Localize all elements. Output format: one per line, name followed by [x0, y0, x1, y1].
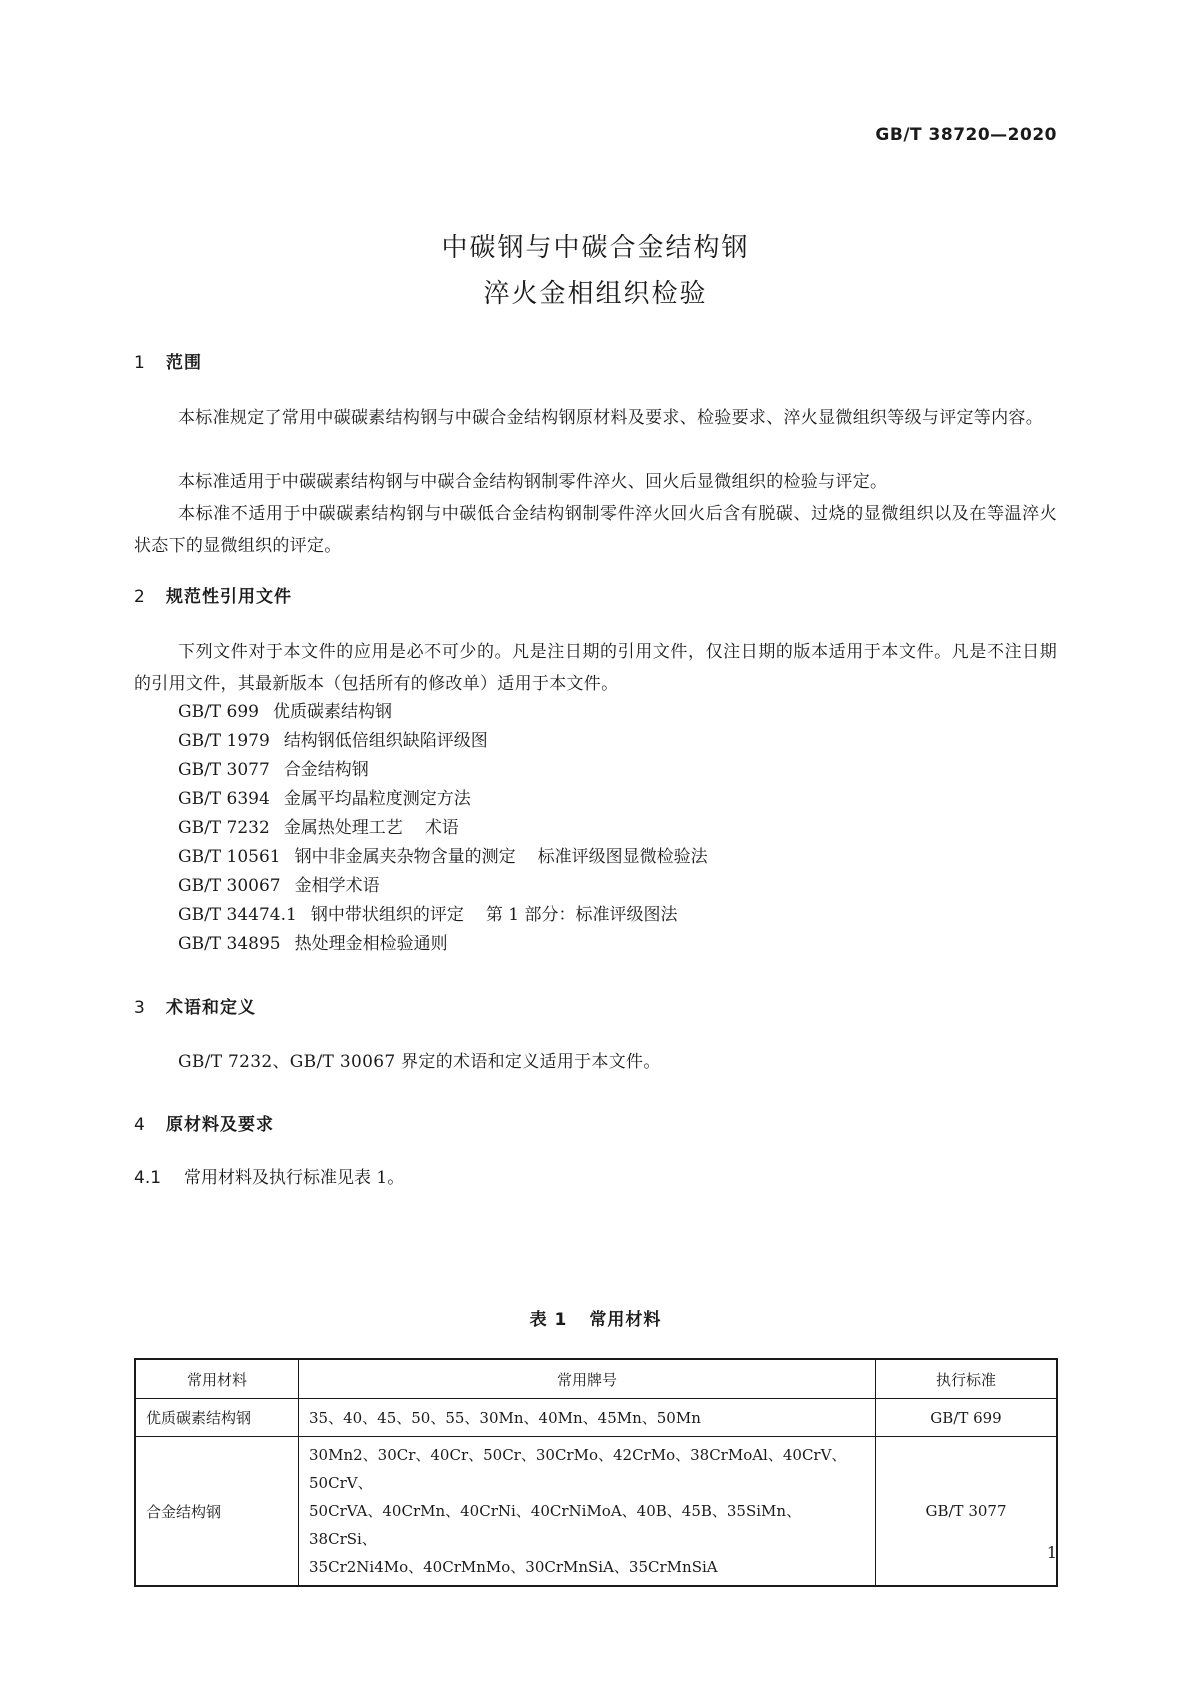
grade-line: 30Mn2、30Cr、40Cr、50Cr、30CrMo、42CrMo、38CrMoAl、40CrV、50CrV、: [309, 1446, 847, 1492]
terms-paragraph: GB/T 7232、GB/T 30067 界定的术语和定义适用于本文件。: [178, 1052, 661, 1072]
grade-line: 35、40、45、50、55、30Mn、40Mn、45Mn、50Mn: [309, 1408, 701, 1427]
reference-title: 热处理金相检验通则: [294, 934, 448, 954]
reference-title: 合金结构钢: [283, 760, 369, 780]
reference-item: [178, 870, 380, 902]
reference-item: [178, 841, 708, 873]
reference-item: [178, 696, 392, 728]
cell-material: 合金结构钢: [135, 1437, 299, 1587]
grade-line: 50CrVA、40CrMn、40CrNi、40CrNiMoA、40B、45B、35SiMn、38CrSi、: [309, 1502, 802, 1548]
cell-grades: [299, 1399, 876, 1437]
reference-code: GB/T 30067: [178, 876, 281, 896]
cell-material: 优质碳素结构钢: [135, 1399, 299, 1437]
section-number: 3: [134, 998, 146, 1018]
reference-code: GB/T 34474.1: [178, 905, 297, 925]
subclause-number: 4.1: [134, 1168, 162, 1188]
cell-standard: GB/T 699: [876, 1399, 1058, 1437]
section-heading-normative-references: [134, 582, 292, 607]
scope-paragraph-3: 本标准不适用于中碳碳素结构钢与中碳低合金结构钢制零件淬火回火后含有脱碳、过烧的显微组织以及在等温淬火状态下的显微组织的评定。: [134, 504, 1057, 556]
materials-table: [134, 1358, 1058, 1587]
reference-title: 金属热处理工艺: [283, 818, 403, 838]
normative-intro: 下列文件对于本文件的应用是必不可少的。凡是注日期的引用文件，仅注日期的版本适用于本文件。凡是不注日期的引用文件，其最新版本（包括所有的修改单）适用于本文件。: [134, 642, 1057, 694]
document-title: [0, 225, 1191, 317]
header-standard: 执行标准: [876, 1359, 1058, 1399]
subclause-text: 常用材料及执行标准见表 1。: [184, 1168, 405, 1188]
reference-item: [178, 725, 488, 757]
table-row: [135, 1437, 1057, 1587]
table-label: 表 1: [529, 1310, 568, 1330]
reference-item: [178, 928, 448, 960]
reference-title: 优质碳素结构钢: [273, 702, 392, 722]
reference-item: [178, 899, 677, 931]
header-material: 常用材料: [135, 1359, 299, 1399]
section-heading-terms: [134, 993, 256, 1018]
reference-title: 金属平均晶粒度测定方法: [283, 789, 471, 809]
section-heading-raw-materials: [134, 1110, 274, 1135]
header-grades: 常用牌号: [299, 1359, 876, 1399]
reference-title: 结构钢低倍组织缺陷评级图: [283, 731, 488, 751]
reference-title: 钢中非金属夹杂物含量的测定: [294, 847, 516, 867]
reference-code: GB/T 1979: [178, 731, 270, 751]
reference-title: 钢中带状组织的评定: [310, 905, 464, 925]
section-title: 术语和定义: [166, 998, 256, 1018]
reference-code: GB/T 699: [178, 702, 259, 722]
page-number: 1: [1046, 1543, 1057, 1562]
reference-code: GB/T 7232: [178, 818, 270, 838]
section-title: 范围: [166, 353, 202, 373]
reference-code: GB/T 10561: [178, 847, 281, 867]
section-number: 1: [134, 353, 146, 373]
subclause-4-1: [134, 1162, 404, 1194]
table-row: [135, 1399, 1057, 1437]
reference-code: GB/T 34895: [178, 934, 281, 954]
reference-item: [178, 754, 369, 786]
section-number: 2: [134, 587, 146, 607]
table-header-row: [135, 1359, 1057, 1399]
scope-paragraph-2: 本标准适用于中碳碳素结构钢与中碳合金结构钢制零件淬火、回火后显微组织的检验与评定。: [178, 472, 888, 492]
section-title: 原材料及要求: [166, 1115, 274, 1135]
reference-item: [178, 783, 471, 815]
title-line-1: 中碳钢与中碳合金结构钢: [441, 233, 750, 263]
cell-standard: GB/T 3077: [876, 1437, 1058, 1587]
reference-code: GB/T 6394: [178, 789, 270, 809]
reference-title: 金相学术语: [294, 876, 380, 896]
cell-grades: [299, 1437, 876, 1587]
reference-subtitle: 标准评级图显微检验法: [537, 847, 708, 867]
table-caption: [0, 1305, 1191, 1330]
reference-subtitle: 术语: [424, 818, 459, 838]
reference-subtitle: 第 1 部分：标准评级图法: [485, 905, 678, 925]
standard-code: GB/T 38720—2020: [875, 125, 1057, 145]
reference-item: [178, 812, 459, 844]
title-line-2: 淬火金相组织检验: [483, 279, 708, 309]
section-number: 4: [134, 1115, 146, 1135]
table-title: 常用材料: [589, 1310, 662, 1330]
reference-code: GB/T 3077: [178, 760, 270, 780]
grade-line: 35Cr2Ni4Mo、40CrMnMo、30CrMnSiA、35CrMnSiA: [309, 1558, 718, 1576]
section-heading-scope: [134, 348, 202, 373]
scope-paragraph-1: 本标准规定了常用中碳碳素结构钢与中碳合金结构钢原材料及要求、检验要求、淬火显微组织等级与评定等内容。: [178, 408, 1043, 428]
section-title: 规范性引用文件: [166, 587, 292, 607]
